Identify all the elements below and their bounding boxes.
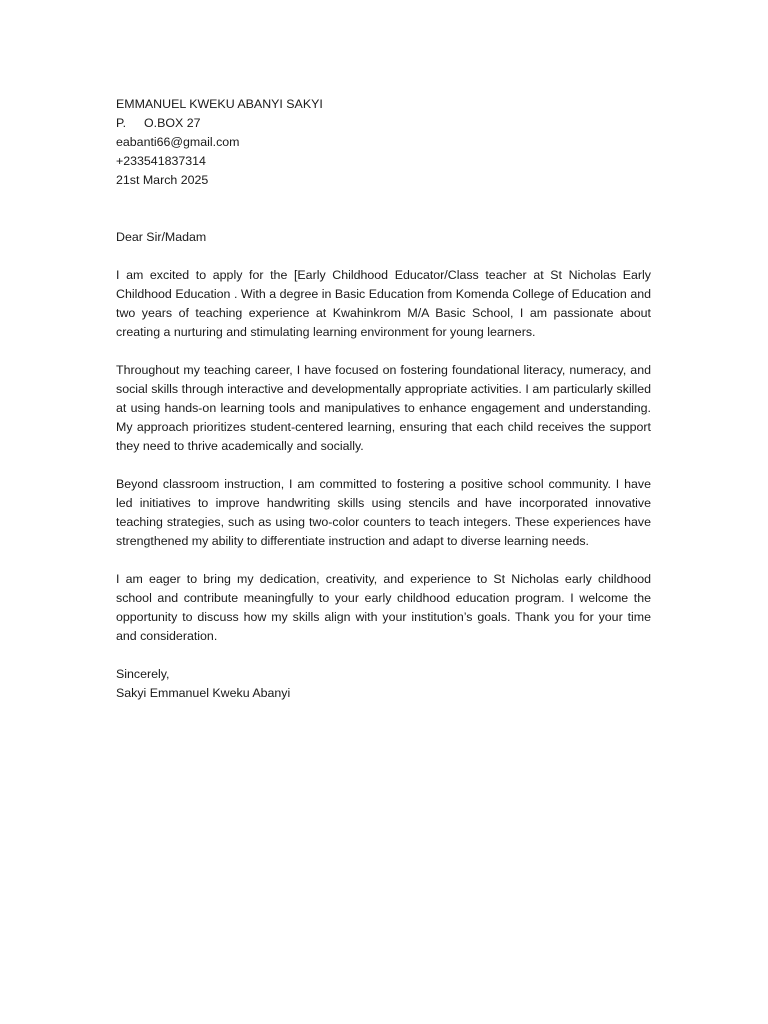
sender-po-box <box>116 114 651 133</box>
po-prefix: P. <box>116 116 127 130</box>
letter-date: 21st March 2025 <box>116 173 209 187</box>
signature-name: Sakyi Emmanuel Kweku Abanyi <box>116 686 291 700</box>
letter-body <box>116 95 651 703</box>
paragraph-intro: I am excited to apply for the [Early Childhood Educator/Class teacher at St Nicholas Early Childhood Education . With a degree in Basic Education from Komenda College of Education and two years of teaching experience at Kwahinkrom M/A Basic School, I am passionate about creating a nurturing and stimulating learning environment for young learners. <box>116 268 651 339</box>
spacer <box>116 190 651 228</box>
spacer <box>116 247 651 266</box>
sender-email: eabanti66@gmail.com <box>116 135 240 149</box>
sender-name: EMMANUEL KWEKU ABANYI SAKYI <box>116 97 323 111</box>
paragraph-closing: I am eager to bring my dedication, creativity, and experience to St Nicholas early childhood school and contribute meaningfully to your early childhood education program. I welcome the opportunity to discuss how my skills align with your institution’s goals. Thank you for your time and consideration. <box>116 572 651 643</box>
paragraph-teaching-career: Throughout my teaching career, I have focused on fostering foundational literacy, numeracy, and social skills through interactive and developmentally appropriate activities. I am particularly skilled at using hands-on learning tools and manipulatives to enhance engagement and understanding. My approach prioritizes student-centered learning, ensuring that each child receives the support they need to thrive academically and socially. <box>116 363 651 453</box>
paragraph-beyond-classroom: Beyond classroom instruction, I am committed to fostering a positive school community. I have led initiatives to improve handwriting skills using stencils and have incorporated innovative teaching strategies, such as using two-color counters to teach integers. These experiences have strengthened my ability to differentiate instruction and adapt to diverse learning needs. <box>116 477 651 548</box>
po-box-number: O.BOX 27 <box>144 116 201 130</box>
salutation: Dear Sir/Madam <box>116 230 207 244</box>
spacer <box>116 342 651 361</box>
spacer <box>116 456 651 475</box>
spacer <box>116 551 651 570</box>
closing-phrase: Sincerely, <box>116 667 170 681</box>
spacer <box>116 646 651 665</box>
sender-phone: +233541837314 <box>116 154 206 168</box>
